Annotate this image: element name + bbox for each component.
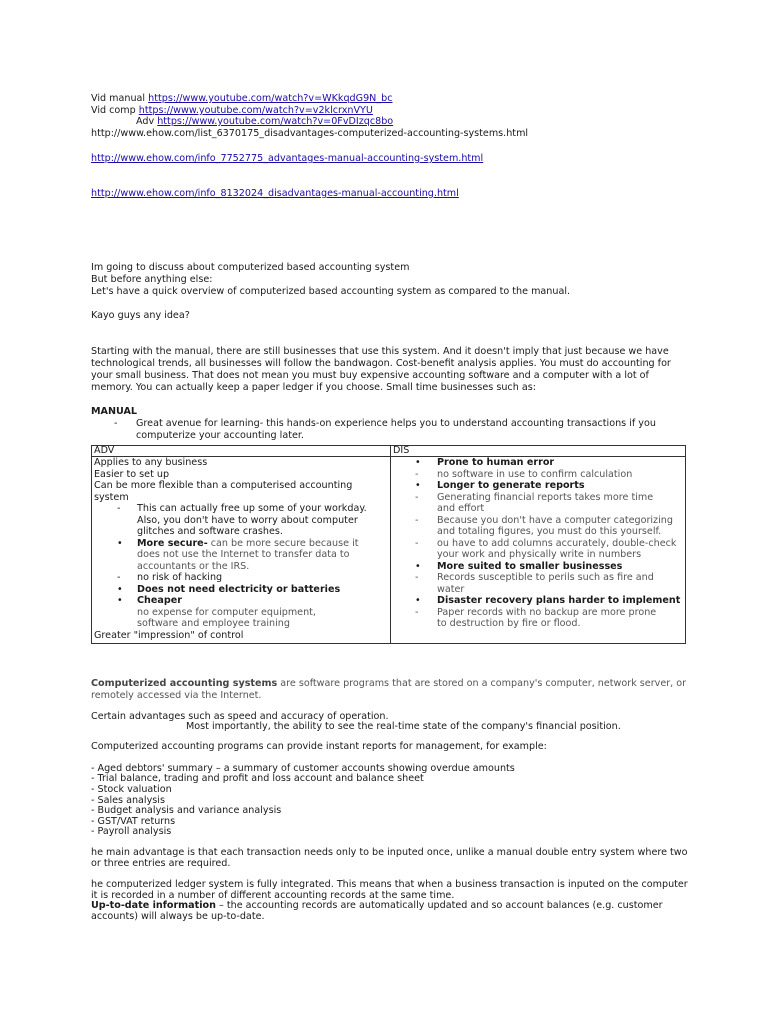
adv-item: Applies to any business (94, 457, 208, 468)
adv-header: ADV (92, 446, 391, 457)
intro-line-3: Let's have a quick overview of computerized based accounting system as compared to the manual. (91, 286, 571, 297)
ehow-dis-link[interactable]: http://www.ehow.com/info_8132024_disadvantages-manual-accounting.html (91, 188, 459, 199)
adv-cell (92, 457, 391, 644)
vid-comp-label: Vid comp (91, 105, 139, 116)
uptodate-bold: Up-to-date information (91, 900, 216, 911)
vid-comp-link[interactable]: https://www.youtube.com/watch?v=v2klcrxnVYU (138, 105, 373, 116)
report-item: - GST/VAT returns (91, 816, 176, 827)
dis-item: • Longer to generate reports (393, 480, 683, 492)
uptodate-rest: – the accounting records are automatically updated and so account balances (e.g. customer accounts) will always be up-to-date. (91, 900, 663, 922)
dis-item: - no software in use to confirm calculation (393, 469, 683, 481)
manual-paragraph: Starting with the manual, there are still businesses that use this system. And it doesn't imply that just because we have technological trends, all businesses will follow the bandwagon. Cost-benefit analysis applies. You must do accounting for your small business. That does not mean you must buy expensive accounting software and a computer with a lot of memory. You can actually keep a paper ledger if you choose. Small time businesses such as: (91, 346, 671, 393)
vid-manual-label: Vid manual (91, 93, 149, 104)
adv-item: no expense for computer equipment, software and employee training (137, 606, 316, 629)
intro-line-4: Kayo guys any idea? (91, 310, 190, 321)
adv-item: • Does not need electricity or batteries (94, 584, 388, 596)
dis-header: DIS (391, 446, 686, 457)
report-item: - Stock valuation (91, 784, 172, 795)
ehow-adv-link[interactable]: http://www.ehow.com/info_7752775_advantages-manual-accounting-system.html (91, 153, 484, 164)
vid-manual-line (91, 93, 393, 105)
cas-definition (91, 678, 691, 702)
manual-point-text: Great avenue for learning- this hands-on experience helps you to understand accounting transactions if you computerize your accounting later. (136, 418, 656, 441)
report-item: - Payroll analysis (91, 826, 172, 837)
intro-line-1: Im going to discuss about computerized based accounting system (91, 262, 410, 273)
cas-bold: Computerized accounting systems (91, 678, 278, 689)
ehow-list-text: http://www.ehow.com/list_6370175_disadvantages-computerized-accounting-systems.html (91, 128, 529, 139)
dis-item: • Prone to human error (393, 457, 683, 469)
adv-bold: More secure- (137, 537, 208, 549)
dis-item: - Paper records with no backup are more prone to destruction by fire or flood. (393, 607, 683, 630)
adv-item: Greater "impression" of control (94, 629, 244, 641)
uptodate-info (91, 900, 691, 922)
adv-item: - This can actually free up some of your workday. Also, you don't have to worry about computer glitches and software crashes. (94, 503, 388, 538)
cas-adv-line-1: Certain advantages such as speed and accuracy of operation. (91, 711, 389, 722)
integrated-ledger: he computerized ledger system is fully integrated. This means that when a business transaction is inputed on the computer it is recorded in a number of different accounting records at the same time. (91, 879, 688, 901)
adv-item: Easier to set up (94, 468, 170, 480)
adv-sub: can be more secure because it does not use the Internet to transfer data to accountants or the IRS. (137, 537, 359, 572)
cas-rest: are software programs that are stored on a company's computer, network server, or remotely accessed via the Internet. (91, 678, 687, 701)
dis-item: • Disaster recovery plans harder to implement (393, 595, 683, 607)
dis-item: - ou have to add columns accurately, double-check your work and physically write in numbers (393, 538, 683, 561)
vid-manual-link[interactable]: https://www.youtube.com/watch?v=WKkqdG9N_bc (148, 93, 393, 104)
adv-item: Can be more flexible than a computerised accounting system (94, 480, 353, 503)
report-item: - Aged debtors' summary – a summary of customer accounts showing overdue amounts (91, 763, 515, 774)
adv-item: • Cheaper (94, 595, 388, 607)
report-item: - Sales analysis (91, 795, 165, 806)
reports-intro: Computerized accounting programs can provide instant reports for management, for example: (91, 741, 547, 752)
adv-line (136, 116, 393, 128)
dis-item: - Because you don't have a computer categorizing and totaling figures, you must do this yourself. (393, 515, 683, 538)
dis-item: • More suited to smaller businesses (393, 561, 683, 573)
main-advantage: he main advantage is that each transaction needs only to be inputed once, unlike a manual double entry system where two or three entries are required. (91, 847, 688, 869)
adv-label: Adv (136, 116, 158, 127)
cas-adv-line-2: Most importantly, the ability to see the real-time state of the company's financial position. (186, 721, 621, 732)
dis-cell (391, 457, 686, 644)
adv-item: - no risk of hacking (94, 572, 388, 584)
dis-item: - Generating financial reports takes more time and effort (393, 492, 683, 515)
adv-dis-table (91, 445, 686, 644)
intro-line-2: But before anything else: (91, 274, 213, 285)
manual-heading: MANUAL (91, 406, 138, 417)
manual-point: - Great avenue for learning- this hands-on experience helps you to understand accounting transactions if you computerize your accounting later. (114, 418, 674, 442)
report-item: - Budget analysis and variance analysis (91, 805, 282, 816)
adv-link[interactable]: https://www.youtube.com/watch?v=0FvDIzqc8bo (157, 116, 394, 127)
report-item: - Trial balance, trading and profit and loss account and balance sheet (91, 773, 424, 784)
adv-item (94, 538, 388, 573)
dis-item: - Records susceptible to perils such as fire and water (393, 572, 683, 595)
